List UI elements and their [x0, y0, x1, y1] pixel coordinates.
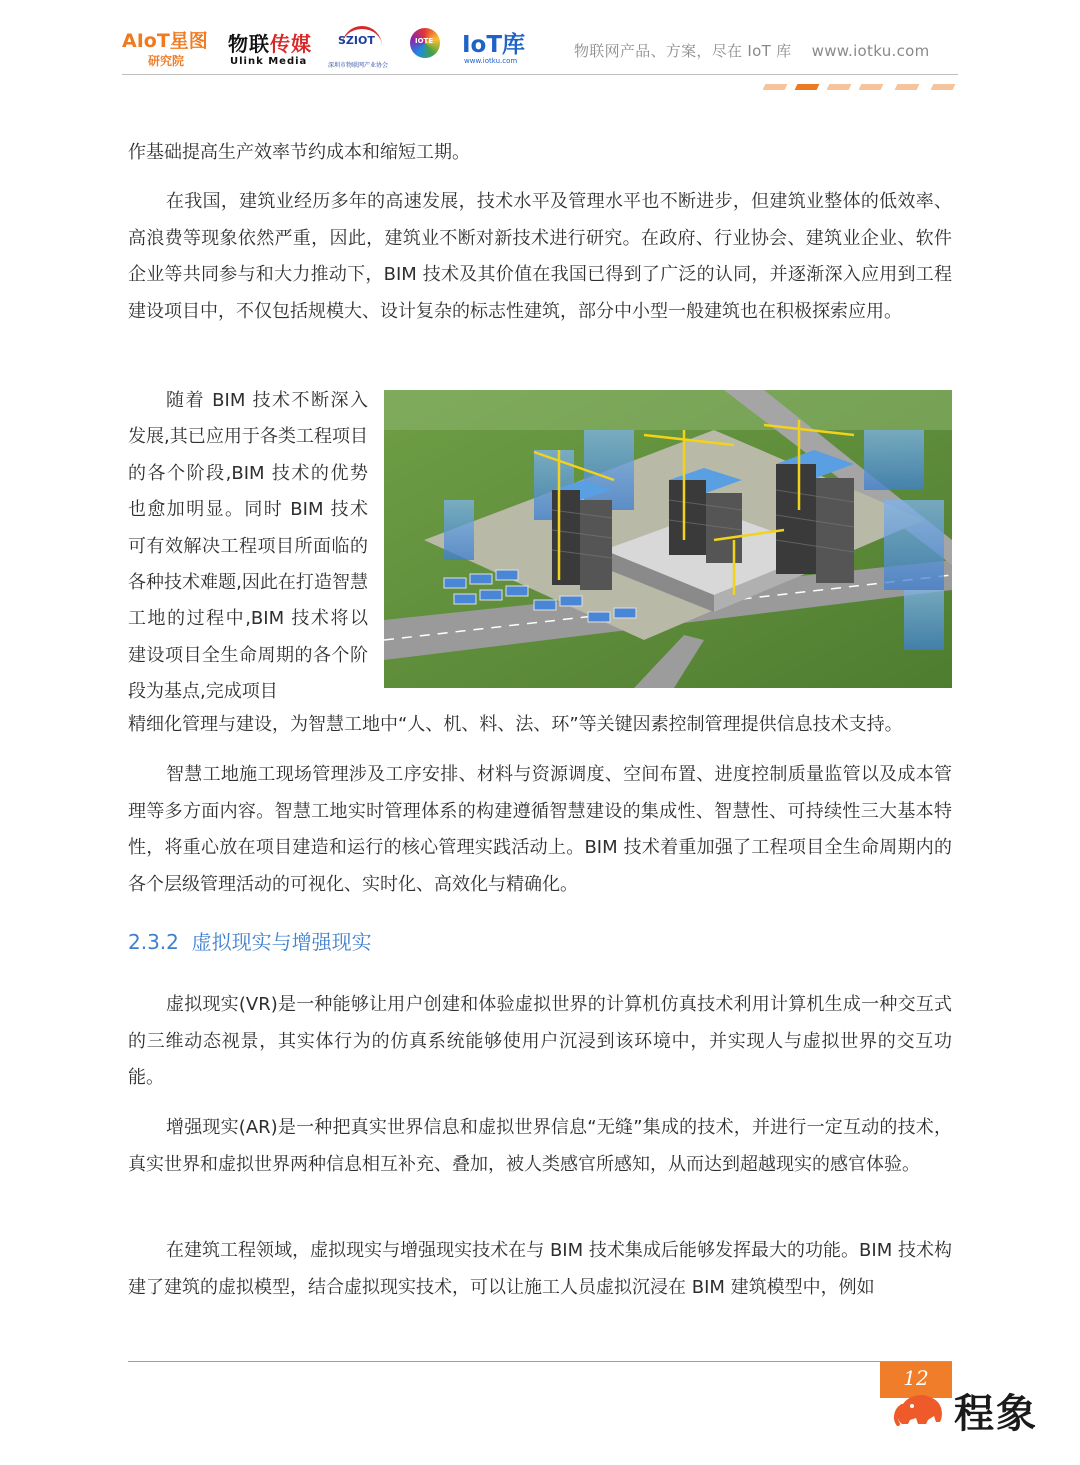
dash [827, 84, 852, 90]
ulink-logo-black: 物联 [228, 32, 270, 56]
aiot-logo [122, 26, 210, 70]
paragraph-2: 在我国，建筑业经历多年的高速发展，技术水平及管理水平也不断进步，但建筑业整体的低效率、高浪费等现象依然严重，因此，建筑业不断对新技术进行研究。在政府、行业协会、建筑业企业、软件企业等共同参与和大力推动下，BIM 技术及其价值在我国已得到了广泛的认同，并逐渐深入应用到工程建设项目中，不仅包括规模大、设计复杂的标志性建筑，部分中小型一般建筑也在积极探索应用。 [128, 191, 952, 322]
iote-logo [410, 28, 440, 58]
dash-active [795, 84, 820, 90]
paragraph-4: 智慧工地施工现场管理涉及工序安排、材料与资源调度、空间布置、进度控制质量监管以及成本管理等多方面内容。智慧工地实时管理体系的构建遵循智慧建设的集成性、智慧性、可持续性三大基本特性，将重心放在项目建造和运行的核心管理实践活动上。BIM 技术着重加强了工程项目全生命周期内的各个层级管理活动的可视化、实时化、高效化与精确化。 [128, 764, 952, 895]
bim-site-model-image [384, 390, 952, 688]
dash [895, 84, 920, 90]
brand-watermark [892, 1382, 1052, 1438]
ulink-logo-red: 传媒 [270, 32, 312, 56]
paragraph-6: 增强现实(AR)是一种把真实世界信息和虚拟世界信息“无缝”集成的技术，并进行一定互动的技术，真实世界和虚拟世界两种信息相互补充、叠加，被人类感官所感知，从而达到超越现实的感官体验。 [128, 1117, 952, 1175]
bim-site-illustration [384, 390, 952, 688]
paragraph-7: 在建筑工程领域，虚拟现实与增强现实技术在与 BIM 技术集成后能够发挥最大的功能。BIM 技术构建了建筑的虚拟模型，结合虚拟现实技术，可以让施工人员虚拟沉浸在 BIM 建筑模型中，例如 [128, 1240, 952, 1298]
elephant-icon [892, 1390, 948, 1430]
ulink-logo-line1 [228, 28, 312, 57]
iote-logo-text: IOTE [415, 37, 434, 45]
iotku-logo-line2: www.iotku.com [464, 57, 518, 65]
iotku-logo-line1: IoT库 [462, 32, 526, 58]
section-heading: 2.3.2 虚拟现实与增强现实 [128, 930, 372, 954]
sziot-logo-line2: 深圳市物联网产业协会 [328, 62, 389, 69]
dash [931, 84, 956, 90]
aiot-logo-line2: 研究院 [148, 54, 185, 68]
header-slogan: 物联网产品、方案，尽在 IoT 库 www.iotku.com [574, 42, 930, 60]
sziot-logo [328, 26, 398, 72]
ulink-media-logo [228, 26, 314, 70]
dash [763, 84, 788, 90]
iotku-logo [462, 26, 532, 70]
footer-divider [128, 1361, 952, 1362]
dash [859, 84, 884, 90]
ulink-logo-line2: Ulink Media [230, 56, 308, 67]
page-header [122, 20, 958, 78]
brand-text: 程象 [954, 1391, 1038, 1437]
aiot-logo-line1: AIoT星图 [122, 30, 208, 52]
sziot-logo-line1: SZIOT [338, 34, 375, 47]
paragraph-1: 作基础提高生产效率节约成本和缩短工期。 [128, 142, 470, 163]
paragraph-3-continued: 精细化管理与建设，为智慧工地中“人、机、料、法、环”等关键因素控制管理提供信息技术支持。 [128, 714, 903, 735]
header-dash-decoration [760, 84, 956, 90]
paragraph-5: 虚拟现实(VR)是一种能够让用户创建和体验虚拟世界的计算机仿真技术利用计算机生成一种交互式的三维动态视景，其实体行为的仿真系统能够使用户沉浸到该环境中，并实现人与虚拟世界的交互功能。 [128, 994, 952, 1088]
paragraph-3-wrapped: 随着 BIM 技术不断深入发展,其已应用于各类工程项目的各个阶段,BIM 技术的优势也愈加明显。同时 BIM 技术可有效解决工程项目所面临的各种技术难题,因此在打造智慧工地的过程中,BIM 技术将以建设项目全生命周期的各个阶段为基点,完成项目 [128, 390, 368, 703]
page-number: 12 [903, 1366, 929, 1390]
header-divider [122, 74, 958, 75]
